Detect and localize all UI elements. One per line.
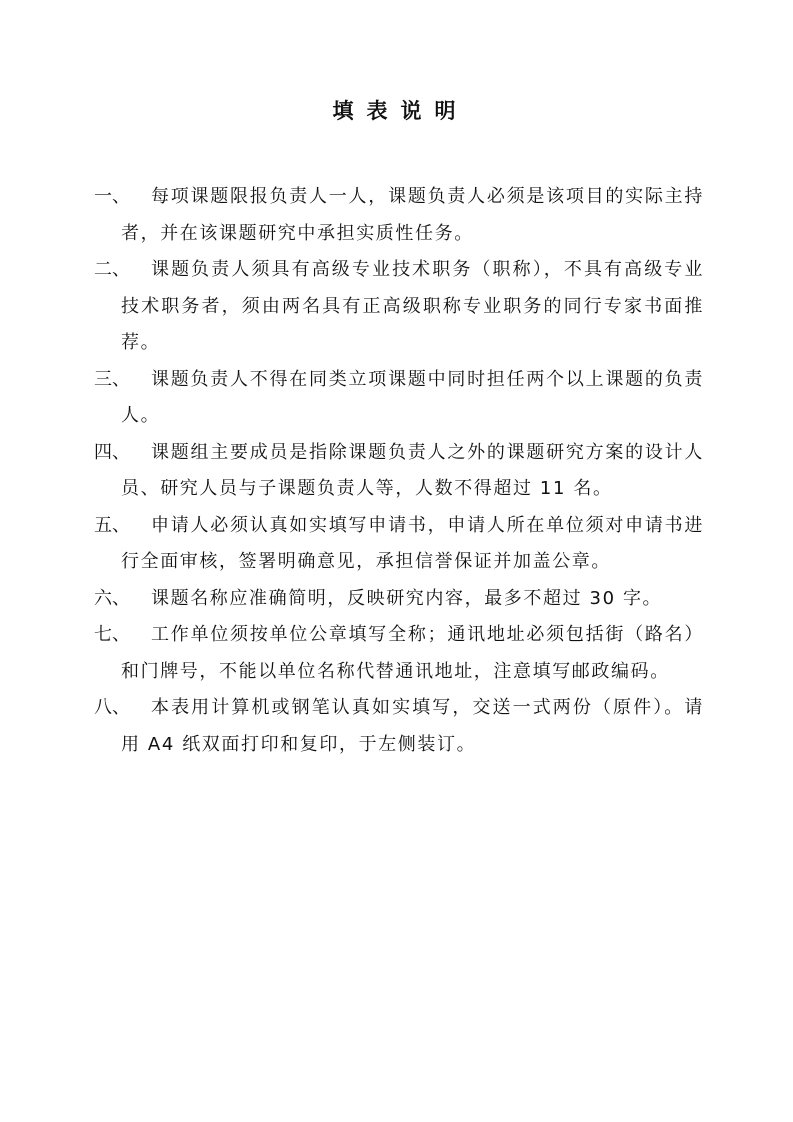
instruction-item-7 xyxy=(94,617,704,690)
item-number: 二、 xyxy=(94,259,130,280)
item-number: 六、 xyxy=(94,587,130,609)
item-number: 五、 xyxy=(94,514,130,536)
item-text: 每项课题限报负责人一人，课题负责人必须是该项目的实际主持者，并在该课题研究中承担实质性任务。 xyxy=(121,186,704,244)
instruction-item-8 xyxy=(94,690,704,763)
item-number: 四、 xyxy=(94,441,130,463)
item-text: 课题负责人不得在同类立项课题中同时担任两个以上课题的负责人。 xyxy=(121,368,704,426)
item-text: 工作单位须按单位公章填写全称；通讯地址必须包括街（路名）和门牌号，不能以单位名称代替通讯地址，注意填写邮政编码。 xyxy=(121,624,704,682)
item-text: 课题负责人须具有高级专业技术职务（职称），不具有高级专业技术职务者，须由两名具有正高级职称专业职务的同行专家书面推荐。 xyxy=(121,259,704,353)
item-number: 八、 xyxy=(94,697,130,718)
item-text: 课题组主要成员是指除课题负责人之外的课题研究方案的设计人员、研究人员与子课题负责人等，人数不得超过 11 名。 xyxy=(121,441,704,499)
instruction-item-6 xyxy=(94,581,704,618)
item-number: 一、 xyxy=(94,186,130,207)
item-text: 本表用计算机或钢笔认真如实填写，交送一式两份（原件）。请用 A4 纸双面打印和复印，于左侧装订。 xyxy=(121,697,704,755)
item-number: 三、 xyxy=(94,368,130,390)
instruction-item-5 xyxy=(94,508,704,581)
instruction-item-2 xyxy=(94,252,704,362)
instruction-item-3 xyxy=(94,362,704,435)
item-text: 申请人必须认真如实填写申请书，申请人所在单位须对申请书进行全面审核，签署明确意见，承担信誉保证并加盖公章。 xyxy=(121,514,704,572)
instruction-item-4 xyxy=(94,435,704,508)
item-number: 七、 xyxy=(94,624,130,645)
item-text: 课题名称应准确简明，反映研究内容，最多不超过 30 字。 xyxy=(151,587,663,609)
instruction-item-1 xyxy=(94,179,704,252)
page-title: 填表说明 xyxy=(332,99,469,123)
instructions-list xyxy=(94,179,704,763)
